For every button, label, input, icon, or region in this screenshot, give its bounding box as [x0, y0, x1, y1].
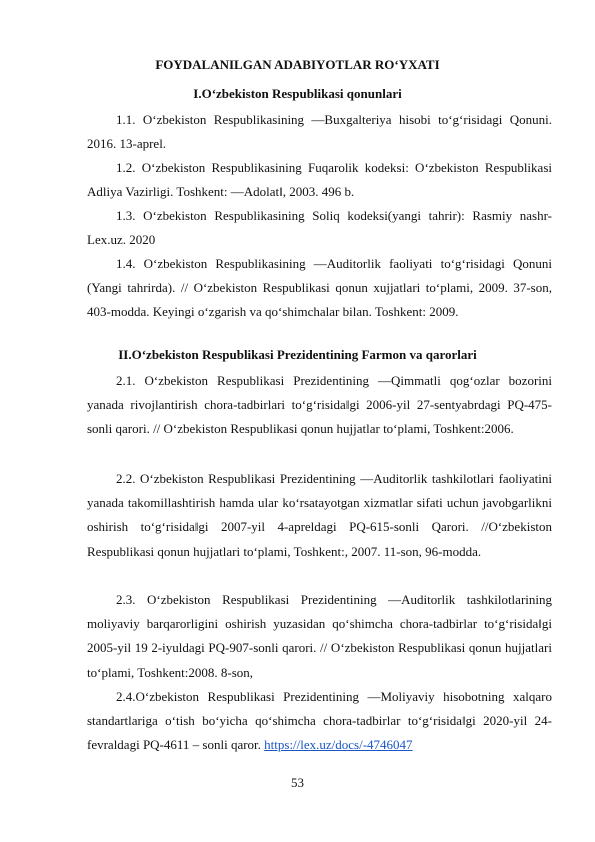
reference-item: 1.2. O‘zbekiston Respublikasining Fuqarolik kodeksi: O‘zbekiston Respublikasi Adliya Vazirligi. Toshkent: ―Adolat‖, 2003. 496 b. [87, 160, 552, 200]
reference-item: 2.3. O‘zbekiston Respublikasi Prezidentining ―Auditorlik tashkilotlarining moliyaviy barqarorligini oshirish yuzasidan qo‘shimcha chora-tadbirlar to‘g‘risida‖gi 2005-yil 19 2-iyuldagi PQ-907-sonli qarori. // O‘zbekiston Respublikasi qonun hujjatlari to‘plami, Toshkent:2008. 8-son, [87, 592, 552, 680]
reference-item: 1.3. O‘zbekiston Respublikasining Soliq kodeksi(yangi tahrir): Rasmiy nashr-Lex.uz. 2020 [87, 208, 552, 248]
section-heading-laws: I.O‘zbekiston Respublikasi qonunlari [193, 86, 402, 101]
reference-item: 2.1. O‘zbekiston Respublikasi Prezidentining ―Qimmatli qog‘ozlar bozorini yanada rivojlantirish chora-tadbirlari to‘g‘risida‖gi 2006-yil 27-sentyabrdagi PQ-475-sonli qarori. // O‘zbekiston Respublikasi qonun hujjatlar to‘plami, Toshkent:2006. [87, 373, 552, 437]
reference-item: 2.2. O‘zbekiston Respublikasi Prezidentining ―Auditorlik tashkilotlari faoliyatini yanada takomillashtirish hamda ular ko‘rsatayotgan xizmatlar sifati uchun javobgarlikni oshirish to‘g‘risida‖gi 2007-yil 4-apreldagi PQ-615-sonli Qarori. //O‘zbekiston Respublikasi qonun hujjatlari to‘plami, Toshkent:, 2007. 11-son, 96-modda. [87, 471, 552, 559]
page-title: FOYDALANILGAN ADABIYOTLAR RO‘YXATI [155, 57, 440, 72]
reference-item: 1.4. O‘zbekiston Respublikasining ―Auditorlik faoliyati to‘g‘risidagi Qonuni (Yangi tahrirda). // O‘zbekiston Respublikasi qonun xujjatlari to‘plami, 2009. 37-son, 403-modda. Keyingi o‘zgarish va qo‘shimchalar bilan. Toshkent: 2009. [87, 256, 552, 320]
reference-link[interactable]: https://lex.uz/docs/-4746047 [264, 737, 413, 753]
reference-item-text: 2.4.O‘zbekiston Respublikasi Prezidentining ―Moliyaviy hisobotning xalqaro standartlariga o‘tish bo‘yicha qo‘shimcha chora-tadbirlar to‘g‘risida‖gi 2020-yil 24-fevraldagi PQ-4611 – sonli qaror. [87, 689, 552, 753]
reference-item: 1.1. O‘zbekiston Respublikasining ―Buxgalteriya hisobi to‘g‘risidagi Qonuni. 2016. 13-aprel. [87, 112, 552, 152]
section-heading-decrees: II.O‘zbekiston Respublikasi Prezidentining Farmon va qarorlari [118, 347, 477, 362]
page-number: 53 [291, 775, 304, 790]
reference-item-with-link [87, 685, 552, 758]
